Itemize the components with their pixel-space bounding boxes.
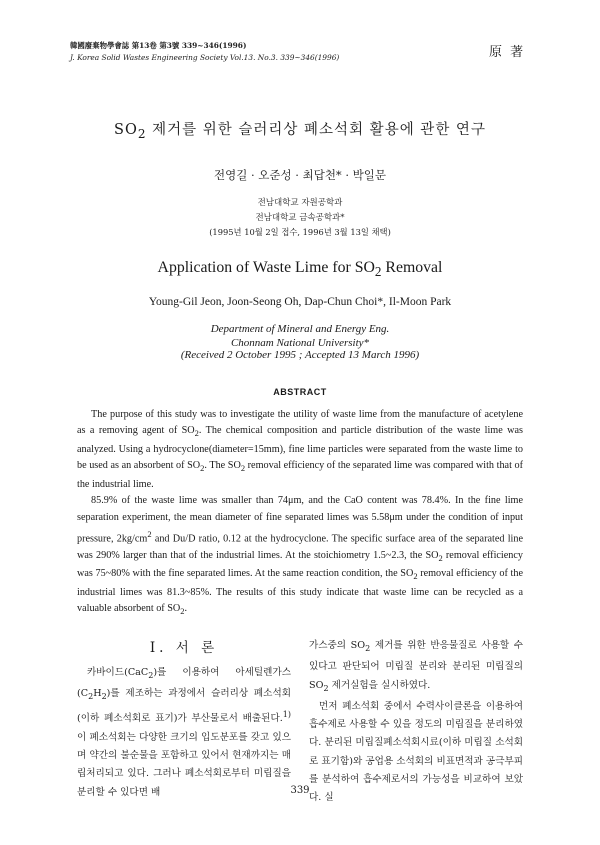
english-dates: (Received 2 October 1995 ; Accepted 13 March 1996) (180, 349, 420, 361)
korean-authors: 전영길 · 오준성 · 최답천* · 박일문 (214, 168, 386, 182)
english-affiliation-2: Chonnam National University* (230, 337, 370, 349)
body-paragraph: 카바이드(CaC$_2$)를 이용하여 아세틸렌가스$(C_2H_2)$를 제조하는 과정에서 슬러리상 폐소석회(이하 폐소석회로 표기)가 부산물로서 배출된다.$^{1)}$ 이 폐소석회는 다양한 크기의 입도분포를 갖고 있으며 약간의 불순물을 포함하고 있어서 현재까지는 매립처리되고 있다. 그러나 폐소석회로부터 미립질을 분리할 수 있다면 배 (77, 667, 291, 798)
english-authors: Young-Gil Jeon, Joon-Seong Oh, Dap-Chun Choi*, Il-Moon Park (148, 296, 452, 308)
english-title: Application of Waste Lime for $SO_2$ Removal (157, 259, 443, 280)
journal-header-korean: 韓國廢棄物學會誌 第13卷 第3號 339~346(1996) (70, 41, 247, 50)
abstract-paragraph-2: 85.9% of the waste lime was smaller than 74μm, and the CaO content was 78.4%. In the fine lime separation experiment, the mean diameter of fine separated limes was 5.58μm under the condition of input pressure, $2kg/cm^2$ and Du/D ratio, 0.12 at the hydrocyclone. The specific surface area of the separated line was 290% larger than that of the industrial limes. At the stoichiometry 1.5~2.3, the $SO_2$ removal efficiency was 75~80% with the fine separated limes. At the same reaction condition, the $SO_2$ removal efficiency of the industrial limes was 81.3~85%. The results of this study indicate that waste lime can be recycled as a valuable absorbent of $SO_2$. (77, 495, 523, 617)
body-column-left (77, 664, 291, 802)
abstract-body (77, 407, 523, 619)
english-affiliation-1: Department of Mineral and Energy Eng. (210, 323, 390, 335)
article-type-label: 原 著 (489, 45, 526, 60)
korean-affiliation-1: 전남대학교 자원공학과 (257, 198, 343, 208)
page-number: 339 (290, 785, 310, 796)
section-title-introduction: Ⅰ. 서 론 (149, 640, 219, 656)
abstract-paragraph-1: The purpose of this study was to investigate the utility of waste lime from the manufacture of acetylene as a removing agent of $SO_2$. The chemical composition and particle distribution of the waste lime was analyzed. Using a hydrocyclone(diameter=15mm), fine lime particles were separated from the waste lime to be used as an absorbent of $SO_2$. The $SO_2$ removal efficiency of the separated lime was compared with that of the industrial lime. (77, 409, 523, 490)
body-paragraph: 가스중의 $SO_2$ 제거를 위한 반응물질로 사용할 수 있다고 판단되어 미립질 분리와 분리된 미립질의 $SO_2$ 제거실험을 실시하였다. (309, 640, 523, 693)
abstract-heading: ABSTRACT (273, 387, 327, 397)
journal-header-english: J. Korea Solid Wastes Engineering Society Vol.13. No.3. 339~346(1996) (70, 53, 340, 62)
body-column-right (309, 637, 523, 807)
korean-affiliation-2: 전남대학교 금속공학과* (255, 213, 345, 223)
body-paragraph: 먼저 폐소석회 중에서 수력사이클론을 이용하여 흡수제로 사용할 수 있을 정도의 미립질을 분리하였다. 분리된 미립질폐소석회시료(이하 미립질 소석회로 표기함)와 공업용 소석회의 비표면적과 공극부피를 분석하여 흡수제로서의 가능성을 비교하여 보았다. 실 (309, 700, 523, 804)
korean-title: $SO_2$ 제거를 위한 슬러리상 폐소석회 활용에 관한 연구 (114, 122, 486, 141)
korean-dates: (1995년 10월 2일 접수, 1996년 3월 13일 채택) (209, 227, 391, 237)
